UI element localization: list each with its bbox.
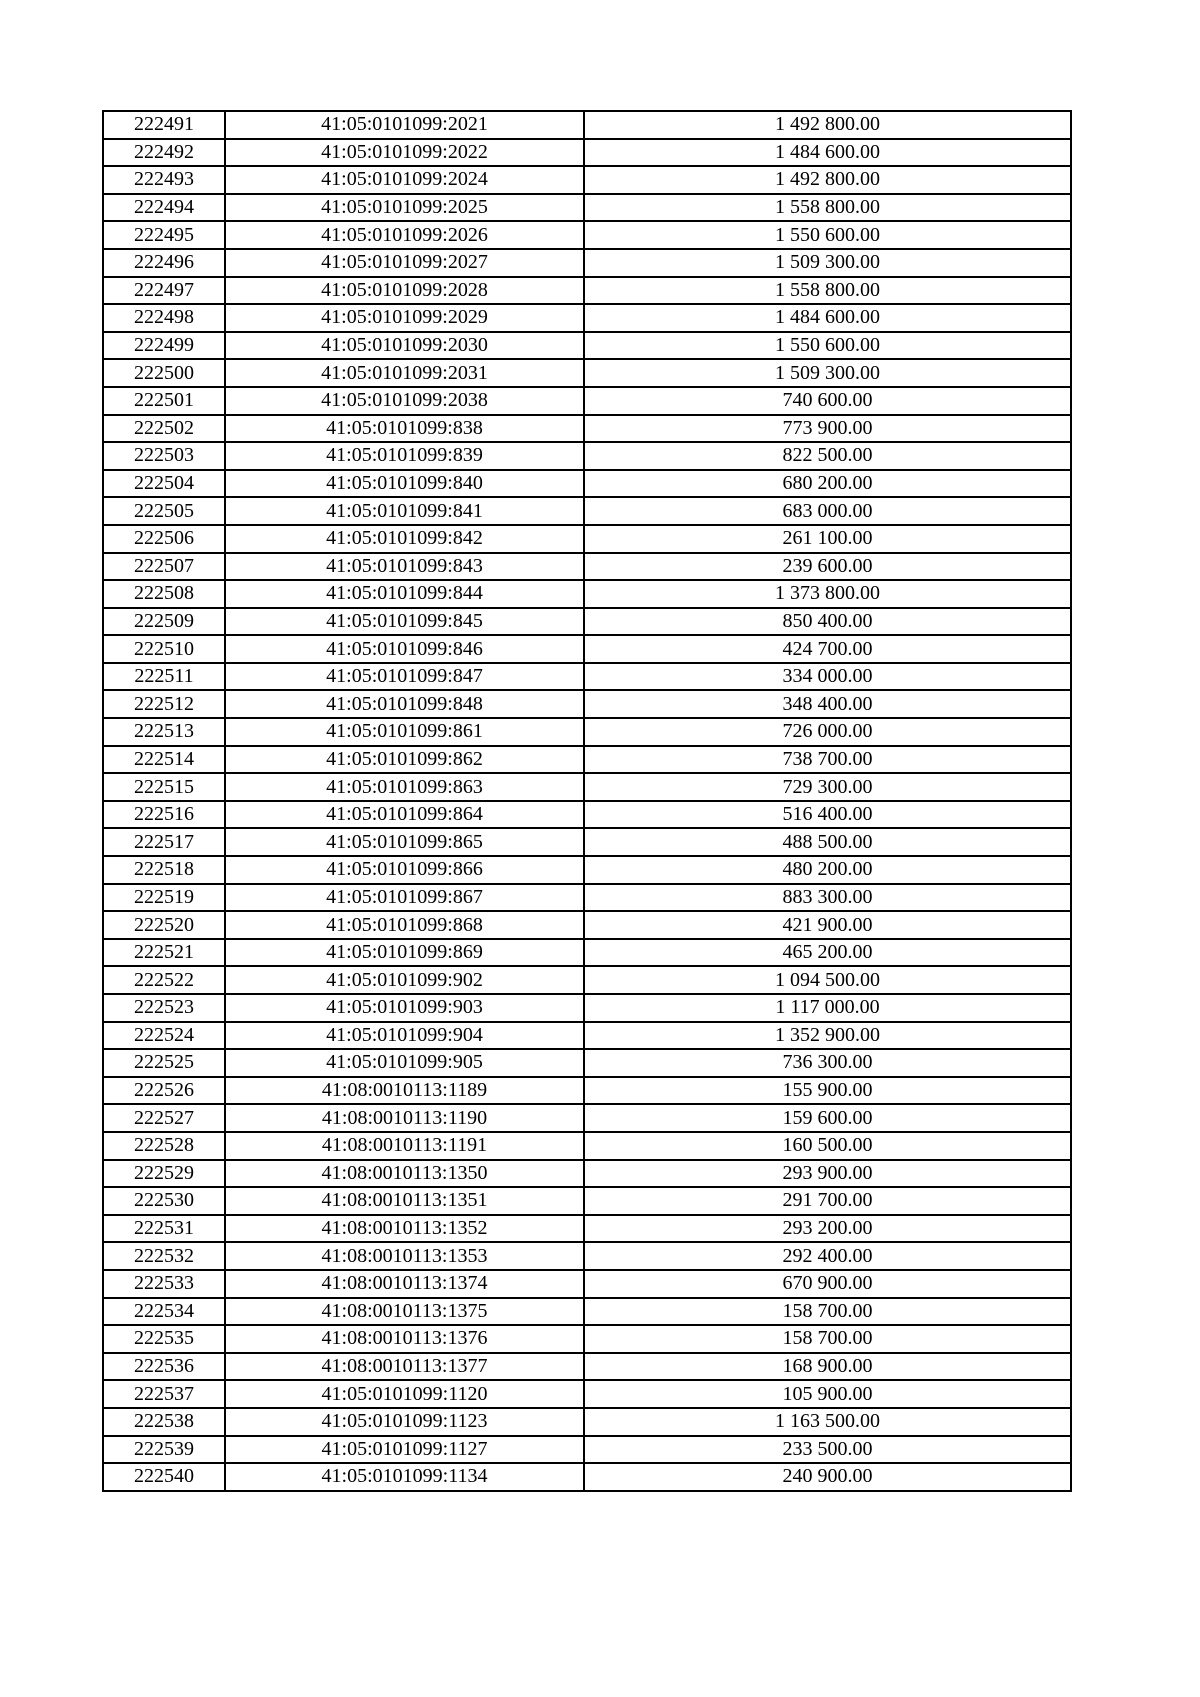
cadastral-number-cell: 41:05:0101099:864: [225, 801, 584, 829]
cadastral-value-cell: 726 000.00: [584, 718, 1071, 746]
cadastral-number-cell: 41:05:0101099:2030: [225, 332, 584, 360]
cadastral-number-cell: 41:05:0101099:846: [225, 635, 584, 663]
cadastral-number-cell: 41:05:0101099:1134: [225, 1463, 584, 1491]
cadastral-number-cell: 41:05:0101099:903: [225, 994, 584, 1022]
table-row: [103, 470, 1071, 498]
cadastral-value-cell: 240 900.00: [584, 1463, 1071, 1491]
cadastral-value-cell: 1 373 800.00: [584, 580, 1071, 608]
cadastral-value-cell: 1 094 500.00: [584, 966, 1071, 994]
cadastral-number-cell: 41:05:0101099:1127: [225, 1436, 584, 1464]
row-number-cell: 222504: [103, 470, 225, 498]
cadastral-value-cell: 1 550 600.00: [584, 221, 1071, 249]
row-number-cell: 222518: [103, 856, 225, 884]
cadastral-number-cell: 41:05:0101099:840: [225, 470, 584, 498]
row-number-cell: 222532: [103, 1242, 225, 1270]
row-number-cell: 222509: [103, 608, 225, 636]
cadastral-value-cell: 670 900.00: [584, 1270, 1071, 1298]
table-row: [103, 1049, 1071, 1077]
row-number-cell: 222492: [103, 139, 225, 167]
cadastral-number-cell: 41:05:0101099:905: [225, 1049, 584, 1077]
row-number-cell: 222498: [103, 304, 225, 332]
table-row: [103, 1242, 1071, 1270]
row-number-cell: 222539: [103, 1436, 225, 1464]
table-row: [103, 304, 1071, 332]
cadastral-number-cell: 41:08:0010113:1374: [225, 1270, 584, 1298]
table-row: [103, 1187, 1071, 1215]
row-number-cell: 222528: [103, 1132, 225, 1160]
cadastral-value-cell: 1 163 500.00: [584, 1408, 1071, 1436]
row-number-cell: 222522: [103, 966, 225, 994]
cadastral-value-table: [102, 110, 1072, 1492]
table-row: [103, 856, 1071, 884]
cadastral-number-cell: 41:05:0101099:844: [225, 580, 584, 608]
table-row: [103, 966, 1071, 994]
cadastral-value-cell: 334 000.00: [584, 663, 1071, 691]
cadastral-value-cell: 261 100.00: [584, 525, 1071, 553]
cadastral-number-cell: 41:05:0101099:904: [225, 1022, 584, 1050]
row-number-cell: 222523: [103, 994, 225, 1022]
cadastral-number-cell: 41:05:0101099:841: [225, 497, 584, 525]
table-row: [103, 1353, 1071, 1381]
row-number-cell: 222540: [103, 1463, 225, 1491]
cadastral-number-cell: 41:05:0101099:869: [225, 939, 584, 967]
cadastral-number-cell: 41:05:0101099:861: [225, 718, 584, 746]
cadastral-number-cell: 41:08:0010113:1189: [225, 1077, 584, 1105]
cadastral-value-cell: 488 500.00: [584, 828, 1071, 856]
cadastral-number-cell: 41:05:0101099:862: [225, 746, 584, 774]
cadastral-value-cell: 773 900.00: [584, 415, 1071, 443]
table-row: [103, 718, 1071, 746]
cadastral-value-cell: 158 700.00: [584, 1298, 1071, 1326]
row-number-cell: 222495: [103, 221, 225, 249]
table-row: [103, 635, 1071, 663]
cadastral-number-cell: 41:05:0101099:848: [225, 690, 584, 718]
row-number-cell: 222520: [103, 911, 225, 939]
cadastral-number-cell: 41:05:0101099:845: [225, 608, 584, 636]
cadastral-value-cell: 736 300.00: [584, 1049, 1071, 1077]
cadastral-number-cell: 41:08:0010113:1190: [225, 1104, 584, 1132]
table-row: [103, 1160, 1071, 1188]
table-row: [103, 1132, 1071, 1160]
table-row: [103, 828, 1071, 856]
table-row: [103, 884, 1071, 912]
row-number-cell: 222517: [103, 828, 225, 856]
row-number-cell: 222505: [103, 497, 225, 525]
table-row: [103, 497, 1071, 525]
table-row: [103, 221, 1071, 249]
cadastral-value-cell: 822 500.00: [584, 442, 1071, 470]
cadastral-value-cell: 292 400.00: [584, 1242, 1071, 1270]
cadastral-number-cell: 41:05:0101099:847: [225, 663, 584, 691]
table-row: [103, 166, 1071, 194]
cadastral-value-cell: 105 900.00: [584, 1380, 1071, 1408]
cadastral-value-cell: 155 900.00: [584, 1077, 1071, 1105]
cadastral-number-cell: 41:08:0010113:1191: [225, 1132, 584, 1160]
row-number-cell: 222497: [103, 277, 225, 305]
cadastral-number-cell: 41:05:0101099:867: [225, 884, 584, 912]
table-row: [103, 1215, 1071, 1243]
cadastral-value-cell: 1 550 600.00: [584, 332, 1071, 360]
cadastral-value-cell: 1 492 800.00: [584, 111, 1071, 139]
table-row: [103, 359, 1071, 387]
row-number-cell: 222512: [103, 690, 225, 718]
table-row: [103, 525, 1071, 553]
cadastral-value-cell: 291 700.00: [584, 1187, 1071, 1215]
cadastral-number-cell: 41:05:0101099:866: [225, 856, 584, 884]
table-row: [103, 332, 1071, 360]
row-number-cell: 222521: [103, 939, 225, 967]
row-number-cell: 222501: [103, 387, 225, 415]
row-number-cell: 222519: [103, 884, 225, 912]
row-number-cell: 222515: [103, 773, 225, 801]
row-number-cell: 222503: [103, 442, 225, 470]
row-number-cell: 222537: [103, 1380, 225, 1408]
row-number-cell: 222536: [103, 1353, 225, 1381]
cadastral-number-cell: 41:05:0101099:2027: [225, 249, 584, 277]
row-number-cell: 222531: [103, 1215, 225, 1243]
row-number-cell: 222525: [103, 1049, 225, 1077]
cadastral-number-cell: 41:08:0010113:1376: [225, 1325, 584, 1353]
cadastral-number-cell: 41:05:0101099:1120: [225, 1380, 584, 1408]
table-row: [103, 663, 1071, 691]
table-row: [103, 415, 1071, 443]
row-number-cell: 222527: [103, 1104, 225, 1132]
cadastral-number-cell: 41:05:0101099:838: [225, 415, 584, 443]
cadastral-number-cell: 41:05:0101099:2029: [225, 304, 584, 332]
row-number-cell: 222513: [103, 718, 225, 746]
row-number-cell: 222507: [103, 553, 225, 581]
cadastral-value-cell: 1 509 300.00: [584, 249, 1071, 277]
row-number-cell: 222494: [103, 194, 225, 222]
table-row: [103, 746, 1071, 774]
cadastral-value-cell: 883 300.00: [584, 884, 1071, 912]
table-row: [103, 1104, 1071, 1132]
cadastral-value-cell: 1 558 800.00: [584, 194, 1071, 222]
row-number-cell: 222511: [103, 663, 225, 691]
cadastral-value-cell: 1 509 300.00: [584, 359, 1071, 387]
row-number-cell: 222493: [103, 166, 225, 194]
cadastral-number-cell: 41:05:0101099:843: [225, 553, 584, 581]
cadastral-value-cell: 1 352 900.00: [584, 1022, 1071, 1050]
table-row: [103, 277, 1071, 305]
cadastral-number-cell: 41:05:0101099:839: [225, 442, 584, 470]
cadastral-value-cell: 160 500.00: [584, 1132, 1071, 1160]
cadastral-value-cell: 348 400.00: [584, 690, 1071, 718]
cadastral-value-cell: 158 700.00: [584, 1325, 1071, 1353]
table-row: [103, 994, 1071, 1022]
cadastral-value-cell: 233 500.00: [584, 1436, 1071, 1464]
table-row: [103, 194, 1071, 222]
table-row: [103, 1325, 1071, 1353]
cadastral-number-cell: 41:08:0010113:1352: [225, 1215, 584, 1243]
cadastral-number-cell: 41:05:0101099:865: [225, 828, 584, 856]
table-row: [103, 773, 1071, 801]
row-number-cell: 222533: [103, 1270, 225, 1298]
table-row: [103, 608, 1071, 636]
cadastral-value-cell: 729 300.00: [584, 773, 1071, 801]
table-row: [103, 1270, 1071, 1298]
cadastral-value-cell: 239 600.00: [584, 553, 1071, 581]
cadastral-number-cell: 41:05:0101099:2038: [225, 387, 584, 415]
cadastral-number-cell: 41:05:0101099:2026: [225, 221, 584, 249]
cadastral-number-cell: 41:05:0101099:2021: [225, 111, 584, 139]
row-number-cell: 222514: [103, 746, 225, 774]
table-row: [103, 442, 1071, 470]
cadastral-value-cell: 680 200.00: [584, 470, 1071, 498]
cadastral-value-cell: 1 484 600.00: [584, 304, 1071, 332]
cadastral-number-cell: 41:08:0010113:1353: [225, 1242, 584, 1270]
cadastral-value-cell: 516 400.00: [584, 801, 1071, 829]
cadastral-number-cell: 41:05:0101099:2022: [225, 139, 584, 167]
table-row: [103, 553, 1071, 581]
cadastral-value-cell: 1 492 800.00: [584, 166, 1071, 194]
cadastral-value-cell: 293 900.00: [584, 1160, 1071, 1188]
cadastral-value-cell: 850 400.00: [584, 608, 1071, 636]
table-row: [103, 690, 1071, 718]
table-row: [103, 911, 1071, 939]
cadastral-value-cell: 683 000.00: [584, 497, 1071, 525]
cadastral-number-cell: 41:05:0101099:2031: [225, 359, 584, 387]
table-row: [103, 387, 1071, 415]
cadastral-number-cell: 41:05:0101099:2025: [225, 194, 584, 222]
row-number-cell: 222499: [103, 332, 225, 360]
row-number-cell: 222500: [103, 359, 225, 387]
row-number-cell: 222530: [103, 1187, 225, 1215]
table-row: [103, 1022, 1071, 1050]
table-row: [103, 1077, 1071, 1105]
row-number-cell: 222538: [103, 1408, 225, 1436]
table-row: [103, 580, 1071, 608]
cadastral-value-cell: 1 117 000.00: [584, 994, 1071, 1022]
table-row: [103, 249, 1071, 277]
row-number-cell: 222506: [103, 525, 225, 553]
table-row: [103, 1436, 1071, 1464]
cadastral-number-cell: 41:05:0101099:2028: [225, 277, 584, 305]
cadastral-value-cell: 159 600.00: [584, 1104, 1071, 1132]
table-row: [103, 139, 1071, 167]
row-number-cell: 222491: [103, 111, 225, 139]
cadastral-number-cell: 41:05:0101099:1123: [225, 1408, 584, 1436]
row-number-cell: 222496: [103, 249, 225, 277]
cadastral-number-cell: 41:08:0010113:1377: [225, 1353, 584, 1381]
cadastral-value-cell: 421 900.00: [584, 911, 1071, 939]
table-row: [103, 1463, 1071, 1491]
cadastral-value-cell: 168 900.00: [584, 1353, 1071, 1381]
row-number-cell: 222516: [103, 801, 225, 829]
row-number-cell: 222526: [103, 1077, 225, 1105]
cadastral-value-cell: 738 700.00: [584, 746, 1071, 774]
cadastral-value-cell: 1 558 800.00: [584, 277, 1071, 305]
cadastral-number-cell: 41:05:0101099:902: [225, 966, 584, 994]
table-row: [103, 1380, 1071, 1408]
row-number-cell: 222502: [103, 415, 225, 443]
cadastral-value-cell: 740 600.00: [584, 387, 1071, 415]
row-number-cell: 222535: [103, 1325, 225, 1353]
row-number-cell: 222534: [103, 1298, 225, 1326]
cadastral-value-cell: 465 200.00: [584, 939, 1071, 967]
cadastral-value-cell: 1 484 600.00: [584, 139, 1071, 167]
table-row: [103, 111, 1071, 139]
row-number-cell: 222508: [103, 580, 225, 608]
cadastral-value-cell: 424 700.00: [584, 635, 1071, 663]
row-number-cell: 222524: [103, 1022, 225, 1050]
cadastral-number-cell: 41:05:0101099:2024: [225, 166, 584, 194]
row-number-cell: 222529: [103, 1160, 225, 1188]
table-row: [103, 801, 1071, 829]
cadastral-number-cell: 41:05:0101099:842: [225, 525, 584, 553]
table-row: [103, 1408, 1071, 1436]
cadastral-value-cell: 480 200.00: [584, 856, 1071, 884]
table-row: [103, 1298, 1071, 1326]
table-row: [103, 939, 1071, 967]
cadastral-value-cell: 293 200.00: [584, 1215, 1071, 1243]
cadastral-number-cell: 41:08:0010113:1350: [225, 1160, 584, 1188]
cadastral-number-cell: 41:05:0101099:863: [225, 773, 584, 801]
row-number-cell: 222510: [103, 635, 225, 663]
cadastral-number-cell: 41:05:0101099:868: [225, 911, 584, 939]
cadastral-number-cell: 41:08:0010113:1351: [225, 1187, 584, 1215]
table-body: [103, 111, 1071, 1491]
cadastral-number-cell: 41:08:0010113:1375: [225, 1298, 584, 1326]
